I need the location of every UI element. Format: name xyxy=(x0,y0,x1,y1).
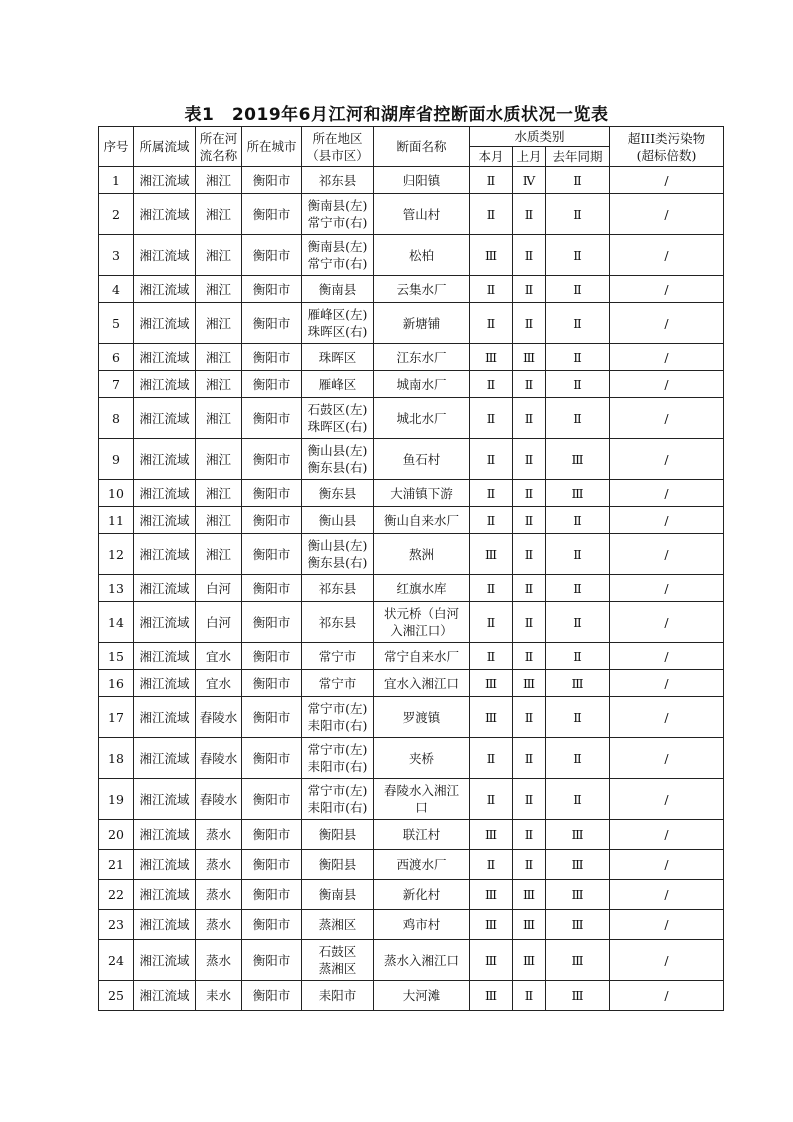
cell-exceed: / xyxy=(610,738,724,779)
cell-last-year: Ⅱ xyxy=(546,303,610,344)
table-row xyxy=(99,480,724,507)
cell-this-month: Ⅱ xyxy=(470,779,513,820)
header-basin: 所属流域 xyxy=(134,127,196,167)
cell-city: 衡阳市 xyxy=(242,940,302,981)
cell-this-month: Ⅱ xyxy=(470,167,513,194)
table-row xyxy=(99,167,724,194)
cell-this-month: Ⅲ xyxy=(470,670,513,697)
cell-river: 舂陵水 xyxy=(196,697,242,738)
cell-exceed: / xyxy=(610,344,724,371)
table-row xyxy=(99,910,724,940)
table-row xyxy=(99,602,724,643)
cell-this-month: Ⅱ xyxy=(470,398,513,439)
cell-section: 新化村 xyxy=(374,880,470,910)
cell-exceed: / xyxy=(610,820,724,850)
cell-exceed: / xyxy=(610,643,724,670)
table-row xyxy=(99,344,724,371)
cell-river: 白河 xyxy=(196,602,242,643)
cell-last-year: Ⅲ xyxy=(546,850,610,880)
cell-this-month: Ⅱ xyxy=(470,371,513,398)
cell-seq: 15 xyxy=(99,643,134,670)
cell-seq: 17 xyxy=(99,697,134,738)
cell-city: 衡阳市 xyxy=(242,235,302,276)
header-river: 所在河 流名称 xyxy=(196,127,242,167)
cell-river: 湘江 xyxy=(196,398,242,439)
cell-basin: 湘江流域 xyxy=(134,880,196,910)
cell-section: 归阳镇 xyxy=(374,167,470,194)
cell-river: 蒸水 xyxy=(196,880,242,910)
cell-city: 衡阳市 xyxy=(242,167,302,194)
header-region: 所在地区 （县市区） xyxy=(302,127,374,167)
cell-exceed: / xyxy=(610,940,724,981)
cell-this-month: Ⅲ xyxy=(470,981,513,1011)
cell-region: 雁峰区 xyxy=(302,371,374,398)
cell-basin: 湘江流域 xyxy=(134,697,196,738)
cell-exceed: / xyxy=(610,779,724,820)
cell-exceed: / xyxy=(610,303,724,344)
table-row xyxy=(99,850,724,880)
cell-seq: 25 xyxy=(99,981,134,1011)
cell-city: 衡阳市 xyxy=(242,643,302,670)
cell-last-year: Ⅱ xyxy=(546,276,610,303)
cell-river: 宜水 xyxy=(196,643,242,670)
table-row xyxy=(99,194,724,235)
cell-basin: 湘江流域 xyxy=(134,940,196,981)
cell-this-month: Ⅱ xyxy=(470,643,513,670)
cell-last-month: Ⅱ xyxy=(513,507,546,534)
cell-last-month: Ⅱ xyxy=(513,575,546,602)
cell-exceed: / xyxy=(610,910,724,940)
cell-seq: 13 xyxy=(99,575,134,602)
cell-last-year: Ⅱ xyxy=(546,344,610,371)
cell-exceed: / xyxy=(610,670,724,697)
header-quality: 水质类别 xyxy=(470,127,610,147)
cell-this-month: Ⅱ xyxy=(470,194,513,235)
cell-city: 衡阳市 xyxy=(242,850,302,880)
cell-river: 湘江 xyxy=(196,534,242,575)
cell-basin: 湘江流域 xyxy=(134,344,196,371)
cell-city: 衡阳市 xyxy=(242,981,302,1011)
cell-seq: 6 xyxy=(99,344,134,371)
cell-seq: 11 xyxy=(99,507,134,534)
cell-seq: 24 xyxy=(99,940,134,981)
table-row xyxy=(99,276,724,303)
water-quality-table xyxy=(98,126,724,1011)
cell-exceed: / xyxy=(610,235,724,276)
cell-last-year: Ⅲ xyxy=(546,880,610,910)
cell-city: 衡阳市 xyxy=(242,534,302,575)
cell-section: 鸡市村 xyxy=(374,910,470,940)
table-row xyxy=(99,779,724,820)
cell-last-month: Ⅱ xyxy=(513,850,546,880)
cell-section: 联江村 xyxy=(374,820,470,850)
table-row xyxy=(99,880,724,910)
cell-seq: 2 xyxy=(99,194,134,235)
cell-city: 衡阳市 xyxy=(242,670,302,697)
cell-section: 夹桥 xyxy=(374,738,470,779)
cell-city: 衡阳市 xyxy=(242,398,302,439)
cell-section: 舂陵水入湘江 口 xyxy=(374,779,470,820)
cell-section: 常宁自来水厂 xyxy=(374,643,470,670)
cell-city: 衡阳市 xyxy=(242,738,302,779)
cell-river: 湘江 xyxy=(196,235,242,276)
cell-last-month: Ⅱ xyxy=(513,371,546,398)
cell-seq: 9 xyxy=(99,439,134,480)
cell-river: 湘江 xyxy=(196,303,242,344)
table-row xyxy=(99,303,724,344)
header-city: 所在城市 xyxy=(242,127,302,167)
header-last-year: 去年同期 xyxy=(546,147,610,167)
table-row xyxy=(99,670,724,697)
cell-river: 蒸水 xyxy=(196,940,242,981)
cell-exceed: / xyxy=(610,575,724,602)
cell-this-month: Ⅲ xyxy=(470,344,513,371)
cell-river: 湘江 xyxy=(196,480,242,507)
table-row xyxy=(99,820,724,850)
cell-region: 衡山县(左) 衡东县(右) xyxy=(302,534,374,575)
cell-basin: 湘江流域 xyxy=(134,981,196,1011)
cell-section: 蒸水入湘江口 xyxy=(374,940,470,981)
cell-city: 衡阳市 xyxy=(242,602,302,643)
cell-city: 衡阳市 xyxy=(242,303,302,344)
cell-this-month: Ⅱ xyxy=(470,602,513,643)
cell-seq: 7 xyxy=(99,371,134,398)
cell-last-year: Ⅱ xyxy=(546,235,610,276)
cell-region: 常宁市(左) 耒阳市(右) xyxy=(302,697,374,738)
cell-seq: 3 xyxy=(99,235,134,276)
cell-region: 祁东县 xyxy=(302,602,374,643)
cell-exceed: / xyxy=(610,276,724,303)
cell-last-year: Ⅲ xyxy=(546,940,610,981)
cell-last-year: Ⅲ xyxy=(546,820,610,850)
cell-river: 蒸水 xyxy=(196,850,242,880)
cell-section: 云集水厂 xyxy=(374,276,470,303)
cell-section: 熬洲 xyxy=(374,534,470,575)
cell-region: 衡山县(左) 衡东县(右) xyxy=(302,439,374,480)
cell-region: 祁东县 xyxy=(302,167,374,194)
cell-seq: 8 xyxy=(99,398,134,439)
cell-last-year: Ⅱ xyxy=(546,738,610,779)
cell-section: 管山村 xyxy=(374,194,470,235)
cell-seq: 23 xyxy=(99,910,134,940)
cell-city: 衡阳市 xyxy=(242,276,302,303)
cell-last-year: Ⅱ xyxy=(546,602,610,643)
cell-section: 城北水厂 xyxy=(374,398,470,439)
cell-last-year: Ⅱ xyxy=(546,398,610,439)
cell-last-year: Ⅲ xyxy=(546,981,610,1011)
cell-seq: 16 xyxy=(99,670,134,697)
cell-river: 宜水 xyxy=(196,670,242,697)
table-row xyxy=(99,981,724,1011)
table-row xyxy=(99,575,724,602)
cell-basin: 湘江流域 xyxy=(134,439,196,480)
cell-seq: 20 xyxy=(99,820,134,850)
cell-this-month: Ⅱ xyxy=(470,276,513,303)
cell-river: 耒水 xyxy=(196,981,242,1011)
cell-last-year: Ⅱ xyxy=(546,194,610,235)
cell-city: 衡阳市 xyxy=(242,820,302,850)
cell-last-month: Ⅱ xyxy=(513,738,546,779)
cell-basin: 湘江流域 xyxy=(134,194,196,235)
cell-section: 城南水厂 xyxy=(374,371,470,398)
cell-section: 罗渡镇 xyxy=(374,697,470,738)
cell-basin: 湘江流域 xyxy=(134,480,196,507)
cell-basin: 湘江流域 xyxy=(134,670,196,697)
cell-last-month: Ⅱ xyxy=(513,480,546,507)
cell-river: 舂陵水 xyxy=(196,738,242,779)
cell-region: 雁峰区(左) 珠晖区(右) xyxy=(302,303,374,344)
cell-city: 衡阳市 xyxy=(242,507,302,534)
cell-last-month: Ⅱ xyxy=(513,534,546,575)
table-row xyxy=(99,697,724,738)
table-row xyxy=(99,235,724,276)
cell-this-month: Ⅱ xyxy=(470,738,513,779)
cell-city: 衡阳市 xyxy=(242,344,302,371)
cell-basin: 湘江流域 xyxy=(134,779,196,820)
cell-exceed: / xyxy=(610,507,724,534)
cell-section: 状元桥（白河 入湘江口） xyxy=(374,602,470,643)
header-this-month: 本月 xyxy=(470,147,513,167)
cell-section: 江东水厂 xyxy=(374,344,470,371)
cell-last-year: Ⅲ xyxy=(546,439,610,480)
cell-river: 舂陵水 xyxy=(196,779,242,820)
cell-last-month: Ⅱ xyxy=(513,779,546,820)
table-row xyxy=(99,439,724,480)
cell-exceed: / xyxy=(610,167,724,194)
cell-section: 西渡水厂 xyxy=(374,850,470,880)
cell-this-month: Ⅲ xyxy=(470,697,513,738)
cell-region: 常宁市 xyxy=(302,670,374,697)
cell-last-month: Ⅱ xyxy=(513,303,546,344)
cell-seq: 14 xyxy=(99,602,134,643)
table-row xyxy=(99,738,724,779)
cell-last-month: Ⅱ xyxy=(513,194,546,235)
cell-city: 衡阳市 xyxy=(242,779,302,820)
cell-this-month: Ⅲ xyxy=(470,940,513,981)
cell-seq: 4 xyxy=(99,276,134,303)
cell-last-month: Ⅲ xyxy=(513,670,546,697)
cell-basin: 湘江流域 xyxy=(134,910,196,940)
cell-basin: 湘江流域 xyxy=(134,303,196,344)
cell-region: 耒阳市 xyxy=(302,981,374,1011)
table-body xyxy=(99,167,724,1011)
cell-river: 湘江 xyxy=(196,344,242,371)
cell-region: 常宁市(左) 耒阳市(右) xyxy=(302,779,374,820)
cell-basin: 湘江流域 xyxy=(134,507,196,534)
cell-basin: 湘江流域 xyxy=(134,850,196,880)
cell-last-year: Ⅱ xyxy=(546,697,610,738)
cell-section: 鱼石村 xyxy=(374,439,470,480)
cell-last-month: Ⅱ xyxy=(513,643,546,670)
cell-exceed: / xyxy=(610,439,724,480)
cell-this-month: Ⅱ xyxy=(470,303,513,344)
cell-exceed: / xyxy=(610,880,724,910)
cell-last-year: Ⅱ xyxy=(546,575,610,602)
cell-last-year: Ⅱ xyxy=(546,779,610,820)
table-row xyxy=(99,940,724,981)
cell-city: 衡阳市 xyxy=(242,697,302,738)
cell-river: 湘江 xyxy=(196,507,242,534)
cell-exceed: / xyxy=(610,371,724,398)
cell-basin: 湘江流域 xyxy=(134,276,196,303)
cell-region: 蒸湘区 xyxy=(302,910,374,940)
cell-last-month: Ⅱ xyxy=(513,697,546,738)
cell-city: 衡阳市 xyxy=(242,880,302,910)
cell-last-year: Ⅲ xyxy=(546,670,610,697)
cell-region: 石鼓区(左) 珠晖区(右) xyxy=(302,398,374,439)
cell-seq: 18 xyxy=(99,738,134,779)
cell-this-month: Ⅲ xyxy=(470,820,513,850)
cell-seq: 10 xyxy=(99,480,134,507)
cell-last-month: Ⅲ xyxy=(513,910,546,940)
header-seq: 序号 xyxy=(99,127,134,167)
cell-last-year: Ⅱ xyxy=(546,371,610,398)
cell-exceed: / xyxy=(610,480,724,507)
cell-last-month: Ⅱ xyxy=(513,820,546,850)
cell-seq: 1 xyxy=(99,167,134,194)
cell-section: 新塘铺 xyxy=(374,303,470,344)
cell-city: 衡阳市 xyxy=(242,910,302,940)
cell-exceed: / xyxy=(610,981,724,1011)
cell-section: 大河滩 xyxy=(374,981,470,1011)
cell-last-month: Ⅲ xyxy=(513,880,546,910)
table-title: 表1 2019年6月江河和湖库省控断面水质状况一览表 xyxy=(184,105,609,125)
cell-region: 祁东县 xyxy=(302,575,374,602)
cell-section: 大浦镇下游 xyxy=(374,480,470,507)
cell-exceed: / xyxy=(610,534,724,575)
cell-river: 蒸水 xyxy=(196,820,242,850)
cell-seq: 22 xyxy=(99,880,134,910)
cell-last-year: Ⅱ xyxy=(546,507,610,534)
header-exceed: 超III类污染物 (超标倍数) xyxy=(610,127,724,167)
cell-city: 衡阳市 xyxy=(242,480,302,507)
table-row xyxy=(99,507,724,534)
cell-this-month: Ⅲ xyxy=(470,910,513,940)
cell-basin: 湘江流域 xyxy=(134,575,196,602)
cell-last-year: Ⅲ xyxy=(546,480,610,507)
cell-city: 衡阳市 xyxy=(242,575,302,602)
cell-last-month: Ⅳ xyxy=(513,167,546,194)
cell-seq: 12 xyxy=(99,534,134,575)
cell-seq: 19 xyxy=(99,779,134,820)
cell-this-month: Ⅱ xyxy=(470,480,513,507)
cell-last-year: Ⅲ xyxy=(546,910,610,940)
cell-last-month: Ⅱ xyxy=(513,398,546,439)
cell-city: 衡阳市 xyxy=(242,194,302,235)
cell-region: 珠晖区 xyxy=(302,344,374,371)
cell-last-month: Ⅲ xyxy=(513,344,546,371)
table-row xyxy=(99,534,724,575)
cell-seq: 21 xyxy=(99,850,134,880)
cell-exceed: / xyxy=(610,697,724,738)
cell-section: 衡山自来水厂 xyxy=(374,507,470,534)
cell-this-month: Ⅱ xyxy=(470,575,513,602)
cell-region: 常宁市 xyxy=(302,643,374,670)
cell-this-month: Ⅱ xyxy=(470,507,513,534)
cell-this-month: Ⅲ xyxy=(470,235,513,276)
cell-this-month: Ⅱ xyxy=(470,439,513,480)
cell-section: 红旗水库 xyxy=(374,575,470,602)
cell-region: 衡阳县 xyxy=(302,820,374,850)
cell-last-year: Ⅱ xyxy=(546,643,610,670)
cell-last-month: Ⅱ xyxy=(513,602,546,643)
cell-river: 湘江 xyxy=(196,371,242,398)
table-row xyxy=(99,398,724,439)
cell-region: 衡山县 xyxy=(302,507,374,534)
cell-last-month: Ⅱ xyxy=(513,235,546,276)
cell-region: 衡东县 xyxy=(302,480,374,507)
cell-section: 松柏 xyxy=(374,235,470,276)
header-section: 断面名称 xyxy=(374,127,470,167)
cell-region: 衡南县(左) 常宁市(右) xyxy=(302,194,374,235)
cell-last-year: Ⅱ xyxy=(546,167,610,194)
cell-river: 白河 xyxy=(196,575,242,602)
table-row xyxy=(99,371,724,398)
cell-last-year: Ⅱ xyxy=(546,534,610,575)
cell-basin: 湘江流域 xyxy=(134,167,196,194)
cell-city: 衡阳市 xyxy=(242,371,302,398)
cell-region: 石鼓区 蒸湘区 xyxy=(302,940,374,981)
cell-basin: 湘江流域 xyxy=(134,738,196,779)
cell-river: 湘江 xyxy=(196,439,242,480)
cell-basin: 湘江流域 xyxy=(134,643,196,670)
cell-this-month: Ⅱ xyxy=(470,850,513,880)
cell-this-month: Ⅲ xyxy=(470,534,513,575)
cell-section: 宜水入湘江口 xyxy=(374,670,470,697)
cell-exceed: / xyxy=(610,398,724,439)
cell-last-month: Ⅱ xyxy=(513,981,546,1011)
cell-river: 湘江 xyxy=(196,167,242,194)
cell-city: 衡阳市 xyxy=(242,439,302,480)
cell-river: 湘江 xyxy=(196,194,242,235)
cell-river: 湘江 xyxy=(196,276,242,303)
cell-exceed: / xyxy=(610,602,724,643)
cell-basin: 湘江流域 xyxy=(134,398,196,439)
cell-region: 衡南县(左) 常宁市(右) xyxy=(302,235,374,276)
cell-river: 蒸水 xyxy=(196,910,242,940)
cell-last-month: Ⅱ xyxy=(513,276,546,303)
cell-basin: 湘江流域 xyxy=(134,534,196,575)
cell-region: 衡南县 xyxy=(302,276,374,303)
cell-basin: 湘江流域 xyxy=(134,371,196,398)
cell-this-month: Ⅲ xyxy=(470,880,513,910)
cell-region: 衡阳县 xyxy=(302,850,374,880)
cell-exceed: / xyxy=(610,194,724,235)
header-last-month: 上月 xyxy=(513,147,546,167)
cell-basin: 湘江流域 xyxy=(134,602,196,643)
cell-basin: 湘江流域 xyxy=(134,235,196,276)
cell-basin: 湘江流域 xyxy=(134,820,196,850)
table-row xyxy=(99,643,724,670)
cell-exceed: / xyxy=(610,850,724,880)
cell-region: 衡南县 xyxy=(302,880,374,910)
cell-last-month: Ⅲ xyxy=(513,940,546,981)
cell-last-month: Ⅱ xyxy=(513,439,546,480)
cell-region: 常宁市(左) 耒阳市(右) xyxy=(302,738,374,779)
cell-seq: 5 xyxy=(99,303,134,344)
